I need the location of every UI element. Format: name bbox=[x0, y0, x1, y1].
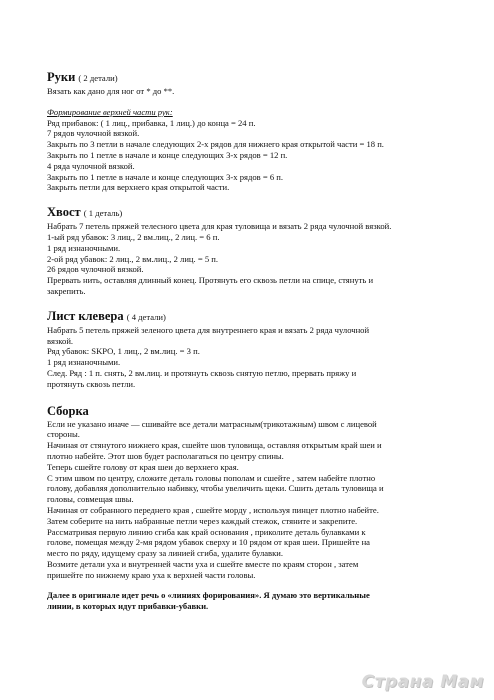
section-assembly bbox=[47, 404, 479, 613]
text-line: Рассматривая первую линию сгиба как край основания , приколите деталь булавками к bbox=[47, 526, 366, 537]
heading-count: ( 1 деталь) bbox=[83, 208, 123, 219]
text-line: Теперь сшейте голову от края шеи до верхнего края. bbox=[47, 461, 239, 472]
section-tail bbox=[47, 205, 479, 297]
text-line: 26 рядов чулочной вязкой. bbox=[47, 264, 144, 275]
section-title-arms bbox=[47, 70, 479, 85]
heading-text: Хвост bbox=[47, 205, 81, 220]
text-line: 1 ряд изнаночными. bbox=[47, 242, 121, 253]
text-line: Прервать нить, оставляя длинный конец. Протянуть его сквозь петли на спице, стянуть и bbox=[47, 275, 374, 286]
text-line: головы, совмещая швы. bbox=[47, 494, 134, 505]
text-line: протянуть сквозь петли. bbox=[47, 378, 136, 389]
spacer bbox=[47, 193, 479, 205]
subheading-arms-top: Формирование верхней части рук: bbox=[47, 106, 173, 117]
site-watermark: Страна Мам bbox=[361, 672, 484, 692]
text-line: Ряд прибавок: ( 1 лиц., прибавка, 1 лиц.) до конца = 24 п. bbox=[47, 117, 256, 128]
heading-text: Лист клевера bbox=[47, 308, 124, 323]
text-line: Вязать как дано для ног от * до **. bbox=[47, 86, 175, 96]
text-line: Закрыть по 1 петле в начале и конце следующих 3-х рядов = 12 п. bbox=[47, 149, 288, 160]
text-line: Начиная от собранного переднего края , сшейте морду , используя пинцет плотно набейте. bbox=[47, 504, 379, 515]
section-title-assembly: Сборка bbox=[47, 403, 89, 418]
text-line: голове, помещая между 2-мя рядом убавок сверху и 10 рядом от края шеи. Пришейте на bbox=[47, 537, 370, 548]
text-line: След. Ряд : 1 п. снять, 2 вм.лиц. и протянуть сквозь снятую петлю, прервать пряжу и bbox=[47, 367, 357, 378]
section-clover bbox=[47, 309, 479, 390]
text-line: Возмите детали уха и внутренней части уха и сшейте вместе по краям сторон , затем bbox=[47, 558, 359, 569]
text-line: 4 ряда чулочной вязкой. bbox=[47, 160, 135, 171]
text-line: Закрыть по 3 петли в начале следующих 2-х рядов для нижнего края открытой части = 18 п. bbox=[47, 139, 384, 150]
text-line: Ряд убавок: SKPO, 1 лиц., 2 вм.лиц. = 3 п. bbox=[47, 346, 200, 357]
text-line: 7 рядов чулочной вязкой. bbox=[47, 128, 140, 139]
document-page bbox=[47, 70, 479, 612]
spacer bbox=[47, 580, 479, 590]
text-line: голову, добавляя дополнительно набивку, чтобы увеличить щеки. Сшить деталь туловища и bbox=[47, 483, 384, 494]
section-arms bbox=[47, 70, 479, 193]
text-line: стороны. bbox=[47, 429, 80, 440]
spacer bbox=[47, 297, 479, 309]
translator-note-line: линии, в которых идут прибавки-убавки. bbox=[47, 601, 209, 612]
heading-count: ( 2 детали) bbox=[78, 73, 118, 83]
text-line: Набрать 5 петель пряжей зеленого цвета для внутреннего края и вязать 2 ряда чулочной bbox=[47, 324, 370, 335]
text-line: 2-ой ряд убавок: 2 лиц., 2 вм.лиц., 2 лиц. = 5 п. bbox=[47, 253, 219, 264]
spacer bbox=[47, 390, 479, 404]
text-line: место по ряду, идущему сразу за линией сгиба, удалите булавки. bbox=[47, 548, 284, 559]
text-line: пришейте по нижнему краю уха к верхней части головы. bbox=[47, 569, 256, 580]
section-title-tail bbox=[47, 205, 479, 220]
text-line: вязкой. bbox=[47, 335, 74, 346]
translator-note-line: Далее в оригинале идет речь о «линиях форирования». Я думаю это вертикальные bbox=[47, 590, 370, 601]
heading-count: ( 4 детали) bbox=[126, 311, 166, 322]
text-line: 1 ряд изнаночными. bbox=[47, 357, 121, 368]
text-line: Закрыть по 1 петле в начале и конце следующих 3-х рядов = 6 п. bbox=[47, 171, 284, 182]
text-line: Набрать 7 петель пряжей телесного цвета для края туловища и вязать 2 ряда чулочной вязкой. bbox=[47, 221, 392, 232]
text-line: С этим швом по центру, сложите деталь головы пополам и сшейте , затем набейте плотно bbox=[47, 472, 376, 483]
heading-text: Руки bbox=[47, 70, 76, 84]
section-title-clover bbox=[47, 309, 479, 324]
text-line: закрепить. bbox=[47, 285, 86, 296]
text-line: Закрыть петли для верхнего края открытой части. bbox=[47, 182, 230, 193]
text-line: Начиная от стянутого нижнего края, сшейте шов туловища, оставляя открытым край шеи и bbox=[47, 440, 382, 451]
text-line: Если не указано иначе — сшивайте все детали матрасным(трикотажным) швом с лицевой bbox=[47, 418, 377, 429]
text-line: плотно набейте. Этот шов будет располагаться по центру спины. bbox=[47, 450, 284, 461]
text-line: 1-ый ряд убавок: 3 лиц., 2 вм.лиц., 2 лиц. = 6 п. bbox=[47, 231, 220, 242]
text-line: Затем соберите на нить набранные петли через каждый стежок, стяните и закрепите. bbox=[47, 515, 358, 526]
